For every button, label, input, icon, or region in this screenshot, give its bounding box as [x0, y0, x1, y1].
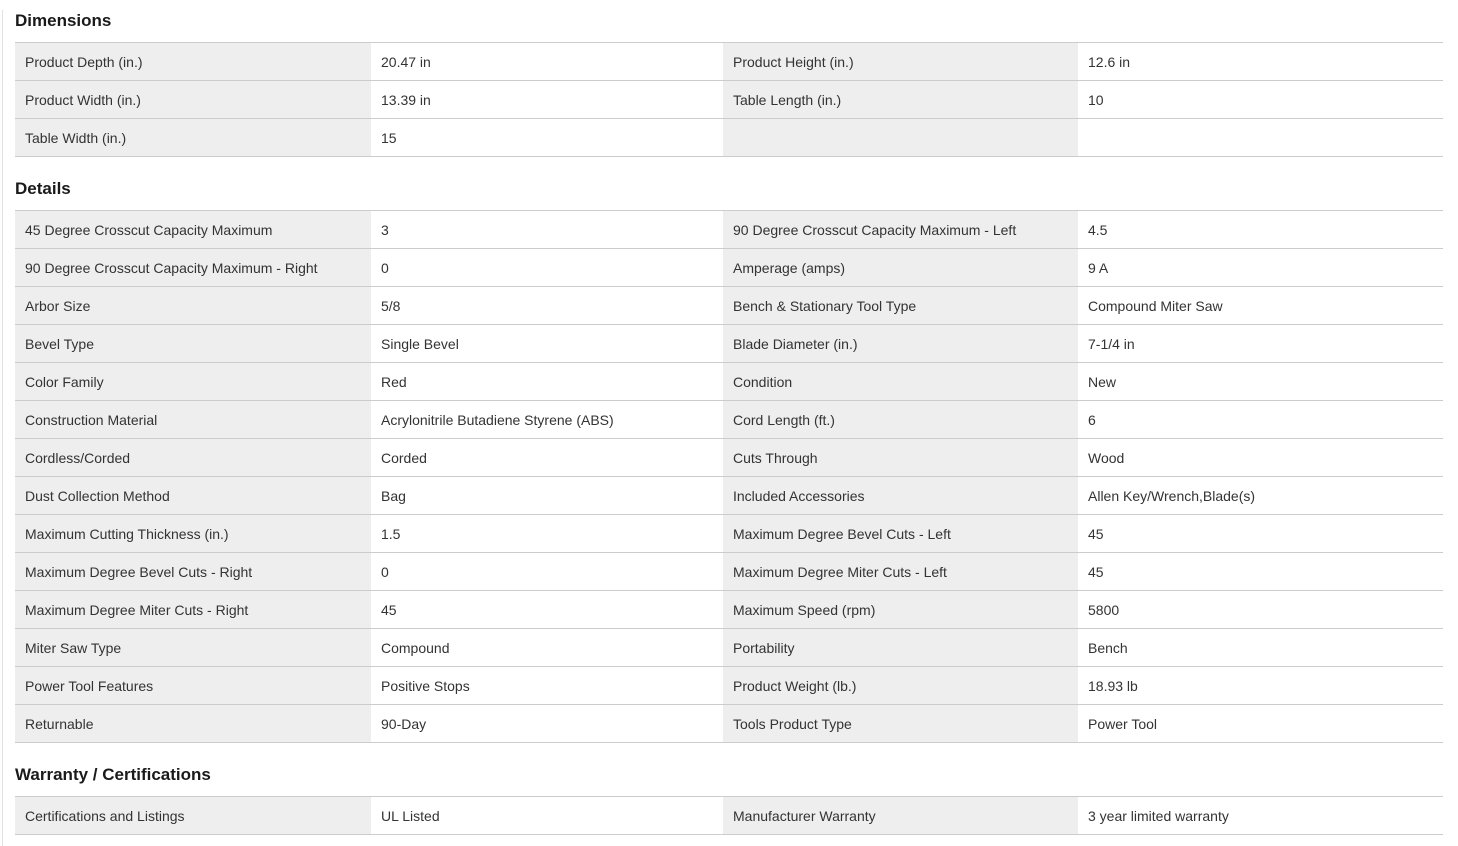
spec-value: Power Tool [1078, 705, 1443, 742]
spec-label: Cordless/Corded [15, 439, 371, 476]
spec-label: Color Family [15, 363, 371, 400]
spec-value: 5/8 [371, 287, 723, 324]
spec-label: 90 Degree Crosscut Capacity Maximum - Left [723, 211, 1078, 248]
spec-value: 15 [371, 119, 723, 156]
spec-label: Maximum Degree Miter Cuts - Left [723, 553, 1078, 590]
spec-value: Compound Miter Saw [1078, 287, 1443, 324]
spec-value: 4.5 [1078, 211, 1443, 248]
spec-row [15, 401, 1443, 439]
spec-label: Arbor Size [15, 287, 371, 324]
spec-label: Included Accessories [723, 477, 1078, 514]
spec-label: 90 Degree Crosscut Capacity Maximum - Right [15, 249, 371, 286]
specifications-content [0, 10, 1458, 835]
details-table [15, 210, 1443, 743]
spec-label: Product Height (in.) [723, 43, 1078, 80]
spec-value: 45 [371, 591, 723, 628]
spec-label: 45 Degree Crosscut Capacity Maximum [15, 211, 371, 248]
section-title-warranty-certifications: Warranty / Certifications [15, 765, 211, 784]
spec-value: New [1078, 363, 1443, 400]
spec-row [15, 211, 1443, 249]
spec-value: Compound [371, 629, 723, 666]
spec-label: Power Tool Features [15, 667, 371, 704]
spec-value: Allen Key/Wrench,Blade(s) [1078, 477, 1443, 514]
spec-label: Table Width (in.) [15, 119, 371, 156]
spec-value: Bench [1078, 629, 1443, 666]
spec-label: Maximum Degree Bevel Cuts - Right [15, 553, 371, 590]
spec-value: 45 [1078, 515, 1443, 552]
spec-value: 5800 [1078, 591, 1443, 628]
spec-row [15, 287, 1443, 325]
spec-row [15, 667, 1443, 705]
spec-label: Miter Saw Type [15, 629, 371, 666]
spec-label: Product Weight (lb.) [723, 667, 1078, 704]
spec-label: Blade Diameter (in.) [723, 325, 1078, 362]
spec-value: 12.6 in [1078, 43, 1443, 80]
spec-label: Tools Product Type [723, 705, 1078, 742]
dimensions-table [15, 42, 1443, 157]
spec-value: 0 [371, 553, 723, 590]
spec-row [15, 81, 1443, 119]
spec-label: Table Length (in.) [723, 81, 1078, 118]
spec-label: Bevel Type [15, 325, 371, 362]
spec-label: Amperage (amps) [723, 249, 1078, 286]
spec-row [15, 797, 1443, 835]
spec-label: Bench & Stationary Tool Type [723, 287, 1078, 324]
spec-row [15, 439, 1443, 477]
spec-value: 90-Day [371, 705, 723, 742]
spec-label: Cord Length (ft.) [723, 401, 1078, 438]
spec-row [15, 363, 1443, 401]
spec-value: 10 [1078, 81, 1443, 118]
spec-value: 3 [371, 211, 723, 248]
spec-row [15, 43, 1443, 81]
spec-value: 18.93 lb [1078, 667, 1443, 704]
spec-value: 3 year limited warranty [1078, 797, 1443, 834]
spec-label: Maximum Cutting Thickness (in.) [15, 515, 371, 552]
page-left-edge-divider [2, 10, 3, 846]
spec-row [15, 629, 1443, 667]
spec-label: Condition [723, 363, 1078, 400]
spec-label: Maximum Degree Bevel Cuts - Left [723, 515, 1078, 552]
spec-row [15, 249, 1443, 287]
spec-value: Single Bevel [371, 325, 723, 362]
spec-row [15, 705, 1443, 743]
spec-label: Cuts Through [723, 439, 1078, 476]
product-specifications-page [0, 10, 1458, 846]
spec-row [15, 515, 1443, 553]
spec-label: Certifications and Listings [15, 797, 371, 834]
spec-label: Maximum Degree Miter Cuts - Right [15, 591, 371, 628]
spec-label: Product Depth (in.) [15, 43, 371, 80]
spec-value: 9 A [1078, 249, 1443, 286]
spec-label: Portability [723, 629, 1078, 666]
spec-value: UL Listed [371, 797, 723, 834]
spec-value: 13.39 in [371, 81, 723, 118]
spec-value: 1.5 [371, 515, 723, 552]
spec-label: Returnable [15, 705, 371, 742]
spec-row [15, 477, 1443, 515]
spec-value: 20.47 in [371, 43, 723, 80]
spec-value: 7-1/4 in [1078, 325, 1443, 362]
spec-value: Positive Stops [371, 667, 723, 704]
warranty-certifications-table [15, 796, 1443, 835]
section-title-dimensions: Dimensions [15, 11, 112, 30]
spec-row [15, 119, 1443, 157]
section-title-details: Details [15, 179, 71, 198]
spec-row [15, 553, 1443, 591]
spec-value [1078, 119, 1443, 156]
spec-label [723, 119, 1078, 156]
spec-value: 45 [1078, 553, 1443, 590]
spec-value: 6 [1078, 401, 1443, 438]
spec-row [15, 591, 1443, 629]
spec-value: Acrylonitrile Butadiene Styrene (ABS) [371, 401, 723, 438]
spec-value: 0 [371, 249, 723, 286]
spec-value: Wood [1078, 439, 1443, 476]
spec-label: Dust Collection Method [15, 477, 371, 514]
spec-label: Construction Material [15, 401, 371, 438]
spec-label: Maximum Speed (rpm) [723, 591, 1078, 628]
spec-label: Manufacturer Warranty [723, 797, 1078, 834]
spec-value: Corded [371, 439, 723, 476]
spec-label: Product Width (in.) [15, 81, 371, 118]
spec-value: Red [371, 363, 723, 400]
spec-value: Bag [371, 477, 723, 514]
spec-row [15, 325, 1443, 363]
